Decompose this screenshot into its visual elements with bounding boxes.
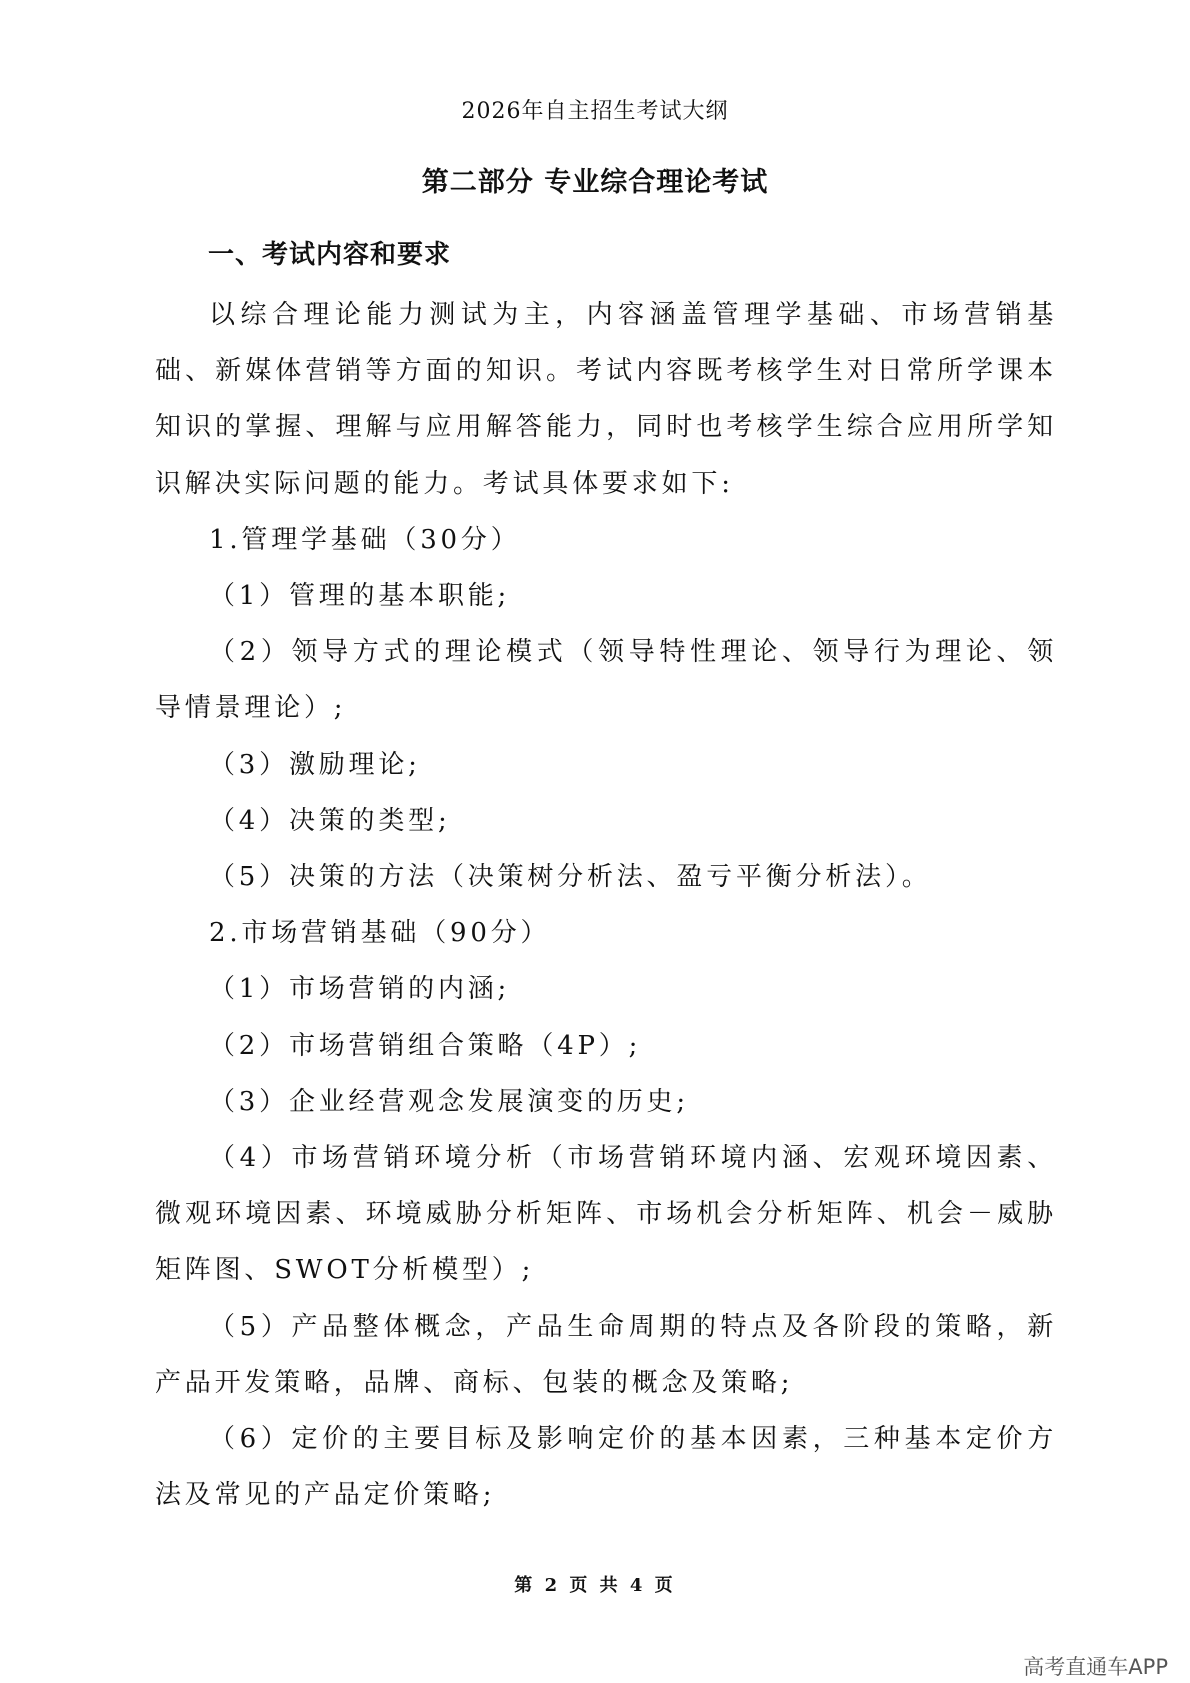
list-item: （5）决策的方法（决策树分析法、盈亏平衡分析法）。	[209, 862, 932, 893]
part-title: 第二部分 专业综合理论考试	[421, 167, 769, 198]
section-heading: 一、考试内容和要求	[208, 240, 452, 270]
list-item: （6）定价的主要目标及影响定价的基本因素，三种基本定价方法及常见的产品定价策略;	[155, 1424, 1057, 1511]
list-item: （2）领导方式的理论模式（领导特性理论、领导行为理论、领导情景理论）;	[155, 637, 1057, 724]
list-item: （3）企业经营观念发展演变的历史;	[209, 1086, 689, 1117]
list-item: （1）市场营销的内涵;	[209, 974, 511, 1005]
subsection-heading-management: 1.管理学基础（30分）	[209, 524, 521, 555]
watermark: 高考直通车APP	[1023, 1655, 1168, 1679]
list-item: （5）产品整体概念，产品生命周期的特点及各阶段的策略，新产品开发策略，品牌、商标、包装的概念及策略;	[155, 1311, 1057, 1398]
list-item: （4）决策的类型;	[209, 805, 451, 836]
intro-paragraph: 以综合理论能力测试为主，内容涵盖管理学基础、市场营销基础、新媒体营销等方面的知识。考试内容既考核学生对日常所学课本知识的掌握、理解与应用解答能力，同时也考核学生综合应用所学知识解决实际问题的能力。考试具体要求如下:	[155, 300, 1057, 499]
body-text	[155, 287, 1057, 1523]
list-item: （4）市场营销环境分析（市场营销环境内涵、宏观环境因素、微观环境因素、环境威胁分析矩阵、市场机会分析矩阵、机会－威胁矩阵图、SWOT分析模型）;	[155, 1143, 1057, 1286]
subsection-heading-marketing: 2.市场营销基础（90分）	[209, 918, 551, 949]
running-header: 2026年自主招生考试大纲	[461, 99, 729, 124]
list-item: （1）管理的基本职能;	[209, 581, 511, 612]
page-number: 第 2 页 共 4 页	[514, 1575, 676, 1596]
list-item: （3）激励理论;	[209, 749, 421, 780]
list-item: （2）市场营销组合策略（4P）;	[209, 1030, 642, 1061]
